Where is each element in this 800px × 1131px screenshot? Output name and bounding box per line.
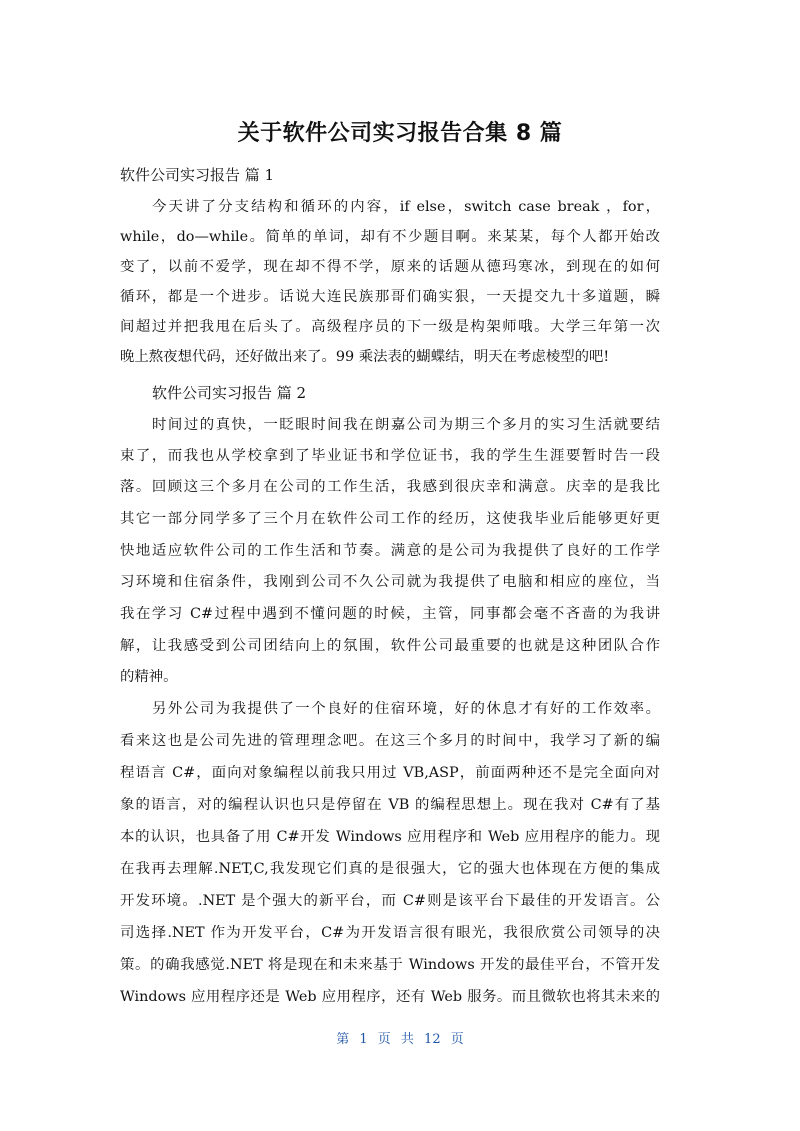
section-1-line: 晚上熬夜想代码，还好做出来了。99 乘法表的蝴蝶结，明天在考虑棱型的吧! (120, 349, 610, 365)
section-2-para-1-line: 其它一部分同学多了三个月在软件公司工作的经历，这使我毕业后能够更好更 (120, 511, 660, 527)
section-2-para-1-line: 时间过的真快，一眨眼时间我在朗嘉公司为期三个多月的实习生活就要结 (152, 417, 660, 433)
section-2-para-2-line: 策。的确我感觉.NET 将是现在和未来基于 Windows 开发的最佳平台，不管开发 (120, 957, 660, 973)
section-2-para-2-line: 司选择.NET 作为开发平台，C#为开发语言很有眼光，我很欣赏公司领导的决 (120, 925, 660, 941)
section-2-para-1-line: 习环境和住宿条件，我刚到公司不久公司就为我提供了电脑和相应的座位，当 (120, 574, 660, 590)
section-2-para-1-line: 我在学习 C#过程中遇到不懂问题的时候，主管，同事都会毫不吝啬的为我讲 (120, 606, 660, 622)
section-2-para-2-line: 另外公司为我提供了一个良好的住宿环境，好的休息才有好的工作效率。 (152, 701, 660, 717)
section-2-para-1-line: 解，让我感受到公司团结向上的氛围，软件公司最重要的也就是这种团队合作 (120, 638, 660, 654)
section-2-para-1-line: 快地适应软件公司的工作生活和节奏。满意的是公司为我提供了良好的工作学 (120, 543, 660, 559)
section-2-para-1-line: 的精神。 (120, 669, 178, 685)
section-2-para-2-line: 在我再去理解.NET,C,我发现它们真的是很强大，它的强大也体现在方便的集成 (120, 861, 660, 877)
section-2-para-1-line: 落。回顾这三个多月在公司的工作生活，我感到很庆幸和满意。庆幸的是我比 (120, 479, 660, 495)
section-1-line: 循环，都是一个进步。话说大连民族那哥们确实狠，一天提交九十多道题，瞬 (120, 289, 660, 305)
section-1-line: 今天讲了分支结构和循环的内容，if else，switch case break ，for， (152, 199, 660, 215)
page-number-footer: 第 1 页 共 12 页 (336, 1032, 464, 1047)
section-2-para-2-line: 象的语言，对的编程认识也只是停留在 VB 的编程思想上。现在我对 C#有了基 (120, 797, 660, 813)
section-2-para-2-line: 程语言 C#，面向对象编程以前我只用过 VB,ASP，前面两种还不是完全面向对 (120, 765, 660, 781)
section-2-para-1-line: 束了，而我也从学校拿到了毕业证书和学位证书，我的学生生涯要暂时告一段 (120, 448, 660, 464)
section-1-line: while，do—while。简单的单词，却有不少题目啊。来某某，每个人都开始改 (120, 229, 660, 245)
section-2-para-2-line: Windows 应用程序还是 Web 应用程序，还有 Web 服务。而且微软也将其未来的 (120, 989, 660, 1005)
section-2-para-2-line: 看来这也是公司先进的管理理念吧。在这三个多月的时间中，我学习了新的编 (120, 733, 660, 749)
section-2-para-2-line: 开发环境。.NET 是个强大的新平台，而 C#则是该平台下最佳的开发语言。公 (120, 893, 660, 909)
section-2-para-2-line: 本的认识，也具备了用 C#开发 Windows 应用程序和 Web 应用程序的能力。现 (120, 829, 660, 845)
section-1-line: 变了，以前不爱学，现在却不得不学，原来的话题从德玛寒冰，到现在的如何 (120, 259, 660, 275)
section-1-line: 间超过并把我甩在后头了。高级程序员的下一级是构架师哦。大学三年第一次 (120, 319, 660, 335)
document-title: 关于软件公司实习报告合集 8 篇 (237, 121, 563, 146)
section-1-heading: 软件公司实习报告 篇 1 (120, 166, 275, 184)
section-2-heading: 软件公司实习报告 篇 2 (152, 384, 307, 402)
